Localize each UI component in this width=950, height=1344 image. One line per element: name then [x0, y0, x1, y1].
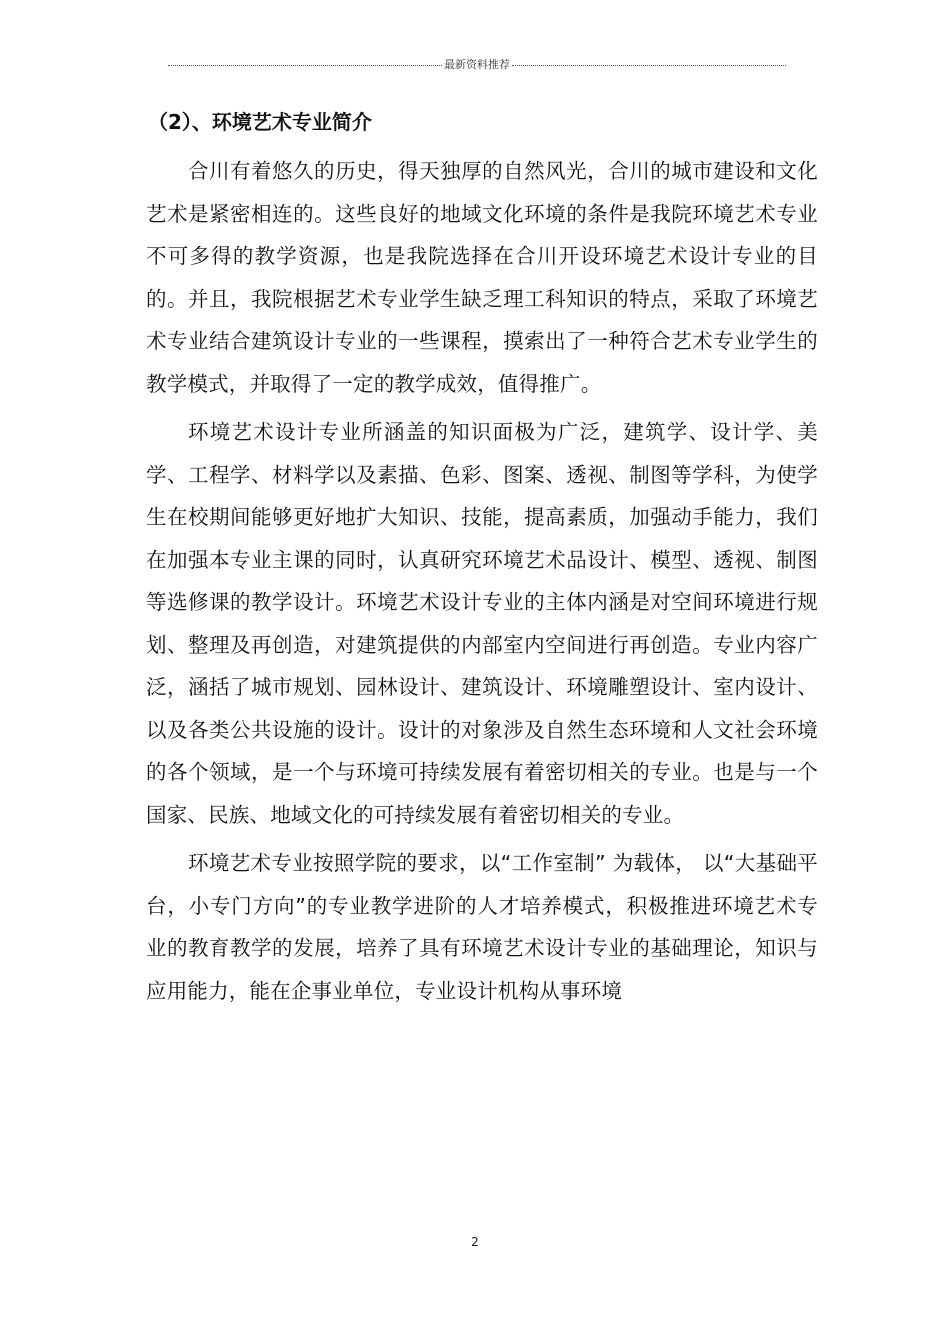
header-dotted-rule-right	[512, 65, 786, 66]
header-text: 最新资料推荐	[444, 58, 510, 71]
paragraph-history: 合川有着悠久的历史，得天独厚的自然风光，合川的城市建设和文化艺术是紧密相连的。这些良好的地域文化环境的条件是我院环境艺术专业不可多得的教学资源，也是我院选择在合川开设环境艺术设计专业的目的。并且，我院根据艺术专业学生缺乏理工科知识的特点，采取了环境艺术专业结合建筑设计专业的一些课程，摸索出了一种符合艺术专业学生的教学模式，并取得了一定的教学成效，值得推广。	[146, 159, 818, 396]
page-header	[168, 54, 786, 74]
page-number: 2	[471, 1235, 479, 1249]
section-heading: （2）、环境艺术专业简介	[148, 110, 372, 134]
header-dotted-rule-left	[168, 65, 442, 66]
paragraph-teaching-model: 环境艺术专业按照学院的要求，以“工作室制” 为载体， 以“大基础平台，小专门方向”的专业教学进阶的人才培养模式，积极推进环境艺术专业的教育教学的发展，培养了具有环境艺术设计专业的基础理论，知识与应用能力，能在企事业单位，专业设计机构从事环境	[146, 851, 818, 1003]
paragraph-scope: 环境艺术设计专业所涵盖的知识面极为广泛，建筑学、设计学、美学、工程学、材料学以及素描、色彩、图案、透视、制图等学科，为使学生在校期间能够更好地扩大知识、技能，提高素质，加强动手能力，我们在加强本专业主课的同时，认真研究环境艺术品设计、模型、透视、制图等选修课的教学设计。环境艺术设计专业的主体内涵是对空间环境进行规划、整理及再创造，对建筑提供的内部室内空间进行再创造。专业内容广泛，涵括了城市规划、园林设计、建筑设计、环境雕塑设计、室内设计、以及各类公共设施的设计。设计的对象涉及自然生态环境和人文社会环境的各个领域，是一个与环境可持续发展有着密切相关的专业。也是与一个国家、民族、地域文化的可持续发展有着密切相关的专业。	[146, 420, 818, 827]
document-body	[146, 102, 818, 1012]
